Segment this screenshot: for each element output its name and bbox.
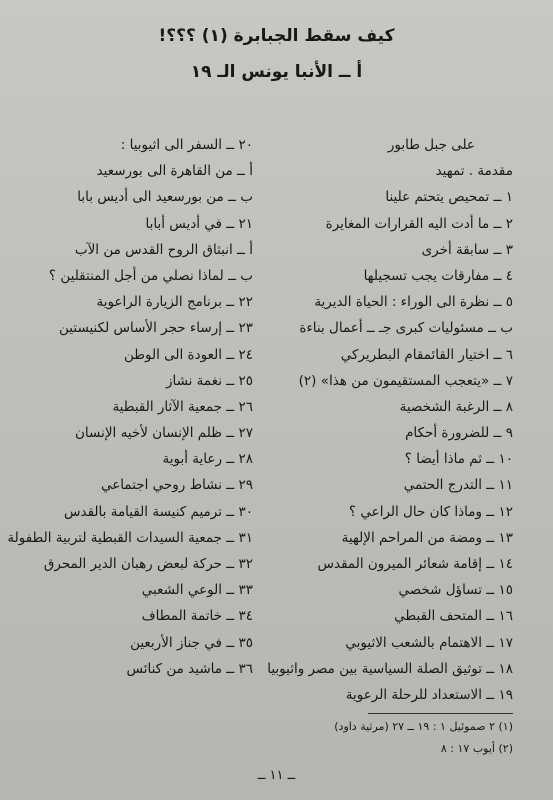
toc-item: ١٩ ــ الاستعداد للرحلة الرعوية — [345, 686, 513, 703]
toc-item: مقدمة . تمهيد — [435, 163, 513, 180]
toc-item: ب ــ من بورسعيد الى أديس بابا — [77, 189, 253, 206]
toc-item: ١٥ ــ تساؤل شخصي — [398, 582, 513, 599]
toc-item: ٤ ــ مفارقات يجب تسجيلها — [363, 267, 513, 284]
toc-item: ١٦ ــ المتحف القبطي — [394, 608, 513, 625]
toc-item: ٢٥ ــ نغمة نشاز — [165, 372, 253, 389]
toc-item: ب ــ لماذا نصلي من أجل المنتقلين ؟ — [48, 267, 253, 284]
toc-item: ٣١ ــ جمعية السيدات القبطية لتربية الطفولة — [7, 529, 253, 546]
toc-item: ٣٢ ــ حركة لبعض رهبان الدير المحرق — [43, 556, 253, 572]
toc-item: ١٤ ــ إقامة شعائر الميرون المقدس — [317, 556, 513, 572]
toc-item: ٨ ــ الرغبة الشخصية — [399, 398, 513, 415]
page-number: ــ ١١ ــ — [257, 768, 296, 783]
toc-item: ٢٣ ــ إرساء حجر الأساس لكنيستين — [59, 320, 253, 337]
toc-item: ٣ ــ سابقة أخرى — [421, 241, 513, 258]
toc-right-column — [267, 132, 513, 708]
toc-item: ٢ ــ ما أدت اليه القرارات المغايرة — [325, 215, 513, 232]
toc-item: ٢٢ ــ برنامج الزيارة الراعوية — [96, 294, 253, 311]
toc-item: ١١ ــ التدرج الحتمي — [403, 477, 513, 494]
toc-item: ٢٩ ــ نشاط روحي اجتماعي — [100, 477, 253, 494]
toc-item: ١٣ ــ ومضة من المراحم الإلهية — [341, 529, 513, 546]
toc-item: ٣٥ ــ في جناز الأربعين — [130, 634, 253, 651]
toc-item: ٢٧ ــ ظلم الإنسان لأخيه الإنسان — [75, 425, 253, 442]
section-subtitle: أ ــ الأنبا يونس الـ ١٩ — [190, 62, 363, 82]
toc-item: ٣٦ ــ ماشيد من كنائس — [126, 660, 253, 677]
toc-item: ٦ ــ اختيار القائمقام البطريركي — [340, 346, 513, 363]
toc-item: أ ــ انبثاق الروح القدس من الآب — [74, 241, 253, 258]
toc-item: ٢١ ــ في أديس أبابا — [145, 215, 253, 232]
toc-item: ٥ ــ نظرة الى الوراء : الحياة الديرية — [314, 294, 513, 311]
footnote: (١) ٢ صموئيل ١ : ١٩ ــ ٢٧ (مرثية داود) — [334, 720, 513, 733]
toc-item: ٢٠ ــ السفر الى اثيوبيا : — [120, 137, 253, 153]
toc-item: ٢٤ ــ العودة الى الوطن — [123, 346, 253, 363]
toc-item: ب ــ مسئوليات كبرى جـ ــ أعمال بناءة — [299, 320, 513, 337]
footnote-divider — [368, 713, 513, 714]
toc-item: ٣٠ ــ ترميم كنيسة القيامة بالقدس — [64, 503, 253, 520]
toc-item: أ ــ من القاهرة الى بورسعيد — [96, 163, 253, 180]
toc-item: ١ ــ تمحيص يتحتم علينا — [385, 189, 513, 206]
toc-item: ٣٣ ــ الوعي الشعبي — [141, 582, 253, 599]
toc-left-column — [7, 132, 253, 682]
toc-item: ٢٦ ــ جمعية الآثار القبطية — [112, 398, 253, 415]
toc-item: على جبل طابور — [387, 137, 475, 153]
toc-item: ١٢ ــ وماذا كان حال الراعي ؟ — [348, 503, 513, 520]
toc-item: ٢٨ ــ رعاية أبوية — [162, 451, 253, 468]
toc-item: ٣٤ ــ خاتمة المطاف — [141, 608, 253, 625]
page-title: كيف سقط الجبابرة (١) ؟؟؟! — [158, 26, 395, 46]
toc-item: ٧ ــ «يتعجب المستقيمون من هذا» (٢) — [298, 372, 513, 389]
toc-item: ١٧ ــ الاهتمام بالشعب الاثيوبي — [345, 634, 513, 651]
toc-item: ١٨ ــ توثيق الصلة السياسية بين مصر واثيوبيا — [267, 660, 513, 677]
toc-item: ١٠ ــ ثم ماذا أيضا ؟ — [404, 451, 513, 468]
toc-item: ٩ ــ للضرورة أحكام — [405, 425, 513, 442]
footnote: (٢) أيوب ١٧ : ٨ — [440, 742, 513, 755]
